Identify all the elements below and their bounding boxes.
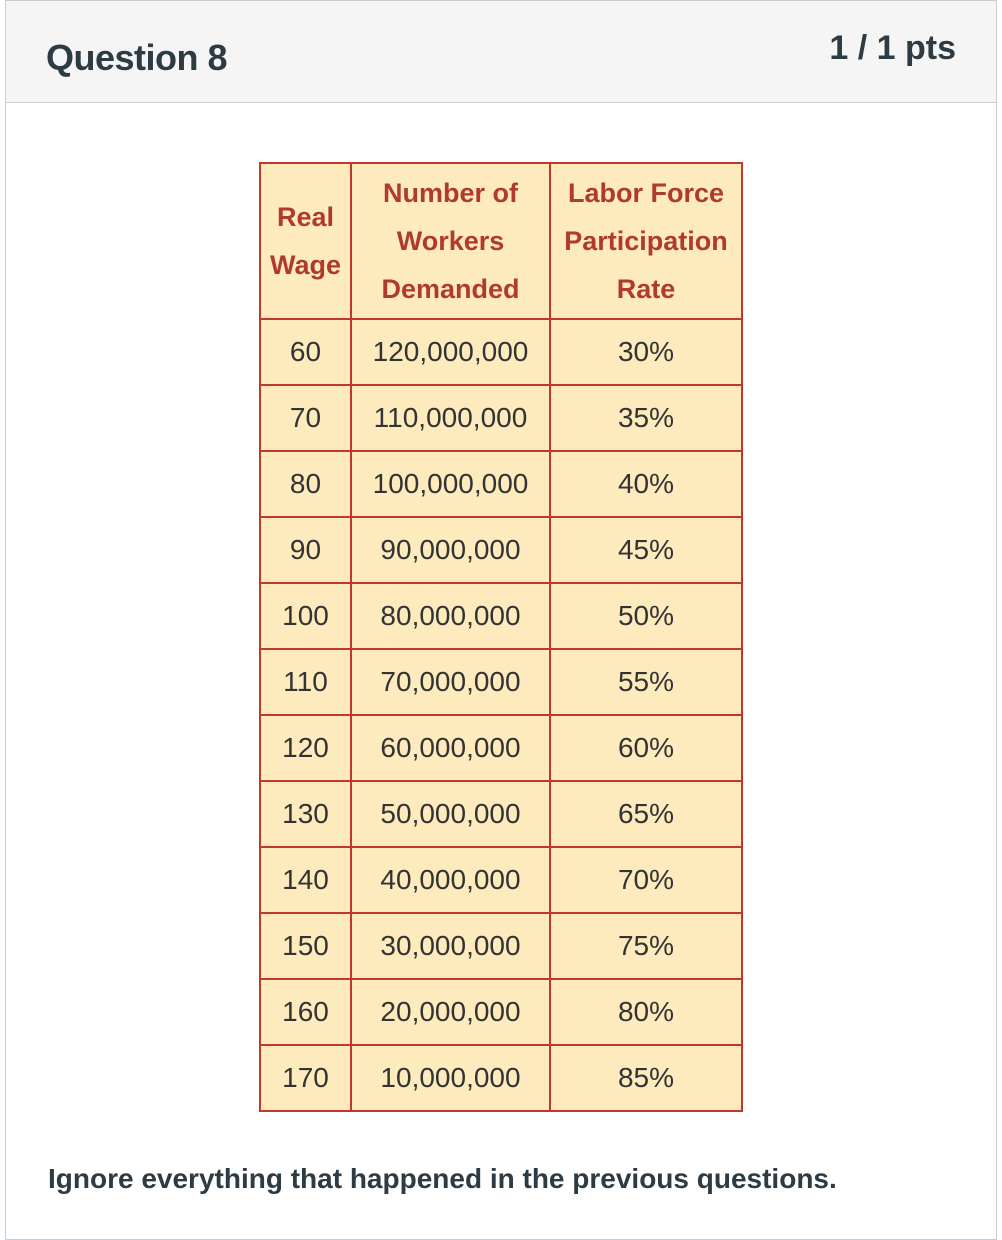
cell-participation-rate: 45% — [550, 517, 742, 583]
cell-participation-rate: 75% — [550, 913, 742, 979]
table-row — [260, 385, 742, 451]
table-row — [260, 913, 742, 979]
cell-participation-rate: 50% — [550, 583, 742, 649]
cell-workers-demanded: 80,000,000 — [351, 583, 550, 649]
cell-real-wage: 170 — [260, 1045, 351, 1111]
cell-workers-demanded: 100,000,000 — [351, 451, 550, 517]
instruction-text: Ignore everything that happened in the previous questions. — [48, 1163, 837, 1194]
table-container — [259, 162, 743, 1112]
table-row — [260, 781, 742, 847]
cell-real-wage: 80 — [260, 451, 351, 517]
table-body — [260, 319, 742, 1111]
cell-workers-demanded: 20,000,000 — [351, 979, 550, 1045]
header-real-wage: Real Wage — [260, 163, 351, 319]
cell-workers-demanded: 60,000,000 — [351, 715, 550, 781]
table-row — [260, 319, 742, 385]
cell-participation-rate: 40% — [550, 451, 742, 517]
table-row — [260, 979, 742, 1045]
cell-real-wage: 70 — [260, 385, 351, 451]
cell-real-wage: 60 — [260, 319, 351, 385]
table-row — [260, 715, 742, 781]
cell-real-wage: 120 — [260, 715, 351, 781]
cell-participation-rate: 80% — [550, 979, 742, 1045]
cell-workers-demanded: 110,000,000 — [351, 385, 550, 451]
cell-participation-rate: 30% — [550, 319, 742, 385]
cell-participation-rate: 60% — [550, 715, 742, 781]
table-row — [260, 847, 742, 913]
cell-participation-rate: 55% — [550, 649, 742, 715]
cell-real-wage: 150 — [260, 913, 351, 979]
cell-real-wage: 90 — [260, 517, 351, 583]
cell-workers-demanded: 40,000,000 — [351, 847, 550, 913]
cell-workers-demanded: 50,000,000 — [351, 781, 550, 847]
question-header — [6, 1, 996, 103]
cell-real-wage: 160 — [260, 979, 351, 1045]
cell-participation-rate: 85% — [550, 1045, 742, 1111]
table-row — [260, 451, 742, 517]
cell-real-wage: 140 — [260, 847, 351, 913]
table-row — [260, 583, 742, 649]
cell-workers-demanded: 10,000,000 — [351, 1045, 550, 1111]
header-participation-rate: Labor Force Participation Rate — [550, 163, 742, 319]
table-row — [260, 1045, 742, 1111]
cell-real-wage: 100 — [260, 583, 351, 649]
question-title: Question 8 — [46, 37, 228, 78]
question-card — [5, 0, 997, 1240]
cell-participation-rate: 65% — [550, 781, 742, 847]
cell-workers-demanded: 30,000,000 — [351, 913, 550, 979]
cell-participation-rate: 70% — [550, 847, 742, 913]
cell-workers-demanded: 90,000,000 — [351, 517, 550, 583]
table-row — [260, 649, 742, 715]
cell-workers-demanded: 120,000,000 — [351, 319, 550, 385]
labor-table — [259, 162, 743, 1112]
cell-workers-demanded: 70,000,000 — [351, 649, 550, 715]
cell-participation-rate: 35% — [550, 385, 742, 451]
cell-real-wage: 110 — [260, 649, 351, 715]
cell-real-wage: 130 — [260, 781, 351, 847]
header-workers-demanded: Number of Workers Demanded — [351, 163, 550, 319]
table-row — [260, 517, 742, 583]
table-header-row — [260, 163, 742, 319]
question-points: 1 / 1 pts — [829, 29, 956, 67]
